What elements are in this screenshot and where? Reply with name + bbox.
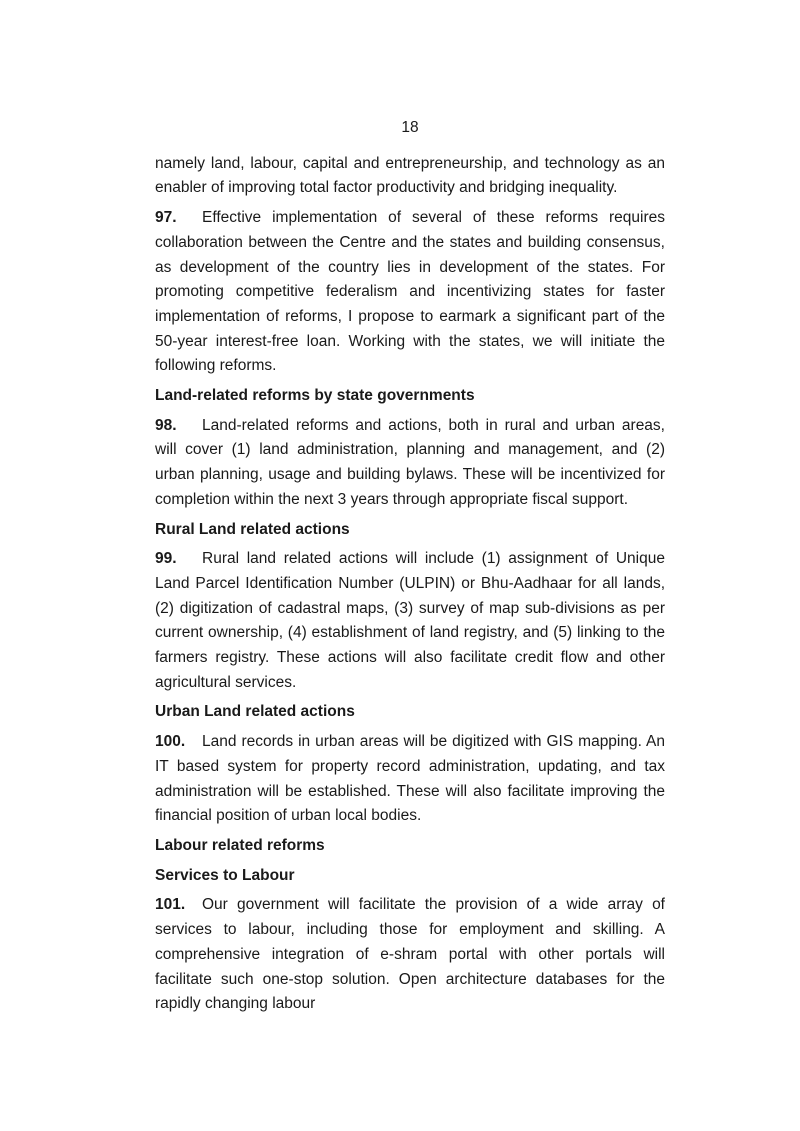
paragraph-continuation xyxy=(155,152,665,201)
paragraph-number: 98. xyxy=(155,416,177,434)
paragraph-98 xyxy=(155,414,665,513)
paragraph-text: Our government will facilitate the provision of a wide array of services to labour, including those for employment and skilling. A comprehensive integration of e-shram portal with other portals will facilitate such one-stop solution. Open architecture databases for the rapidly changing labour xyxy=(155,896,665,1013)
section-heading-land-related-reforms: Land-related reforms by state governments xyxy=(155,387,475,405)
page-number: 18 xyxy=(401,119,419,136)
section-heading-services-to-labour: Services to Labour xyxy=(155,866,295,884)
paragraph-number: 97. xyxy=(155,209,177,227)
paragraph-number: 101. xyxy=(155,896,186,914)
paragraph-text: Effective implementation of several of these reforms requires collaboration between the Centre and the states and building consensus, as development of the country lies in development of the states. For promoting competitive federalism and incentivizing states for faster implementation of reforms, I propose to earmark a significant part of the 50-year interest-free loan. Working with the states, we will initiate the following reforms. xyxy=(155,209,665,375)
paragraph-100 xyxy=(155,730,665,829)
paragraph-number: 100. xyxy=(155,733,186,751)
section-heading-labour-related-reforms: Labour related reforms xyxy=(155,836,325,854)
paragraph-text: namely land, labour, capital and entrepreneurship, and technology as an enabler of improving total factor productivity and bridging inequality. xyxy=(155,154,665,197)
paragraph-101 xyxy=(155,893,665,1017)
paragraph-text: Land records in urban areas will be digitized with GIS mapping. An IT based system for property record administration, updating, and tax administration will be established. These will also facilitate improving the financial position of urban local bodies. xyxy=(155,733,665,825)
document-page xyxy=(155,116,665,1022)
paragraph-text: Land-related reforms and actions, both in rural and urban areas, will cover (1) land administration, planning and management, and (2) urban planning, usage and building bylaws. These will be incentivized for completion within the next 3 years through appropriate fiscal support. xyxy=(155,416,665,508)
paragraph-97 xyxy=(155,206,665,379)
section-heading-rural-land-actions: Rural Land related actions xyxy=(155,520,350,538)
paragraph-text: Rural land related actions will include (1) assignment of Unique Land Parcel Identification Number (ULPIN) or Bhu-Aadhaar for all lands, (2) digitization of cadastral maps, (3) survey of map sub-divisions as per current ownership, (4) establishment of land registry, and (5) linking to the farmers registry. These actions will also facilitate credit flow and other agricultural services. xyxy=(155,550,665,691)
paragraph-number: 99. xyxy=(155,550,177,568)
section-heading-urban-land-actions: Urban Land related actions xyxy=(155,703,355,721)
paragraph-99 xyxy=(155,547,665,695)
